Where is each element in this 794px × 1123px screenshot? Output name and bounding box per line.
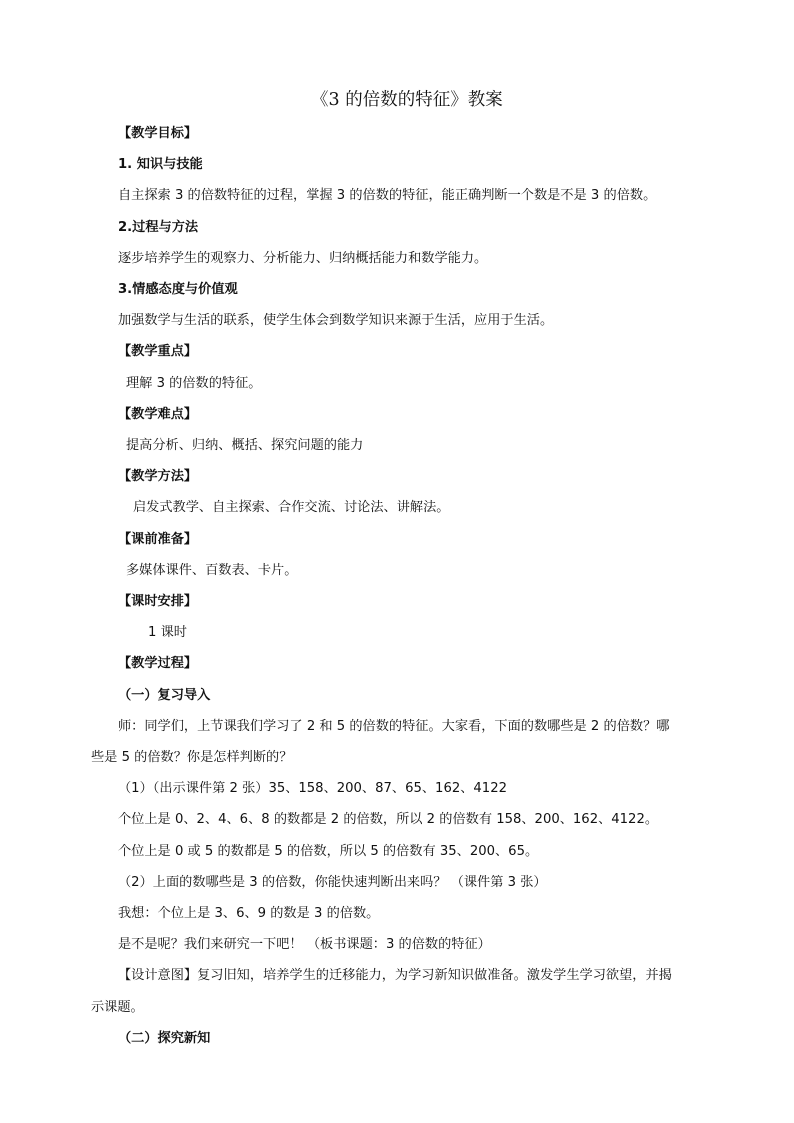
knowledge-skills-text: 自主探索 3 的倍数特征的过程，掌握 3 的倍数的特征，能正确判断一个数是不是 3 的倍数。 <box>118 188 657 203</box>
paragraph-design-intent-line-1: 【设计意图】复习旧知，培养学生的迁移能力，为学习新知识做准备。激发学生学习欲望，并揭 <box>118 968 672 983</box>
review-intro-heading: （一）复习导入 <box>118 688 211 703</box>
knowledge-skills-heading: 1. 知识与技能 <box>118 157 203 172</box>
paragraph-teacher-line-1: 师：同学们，上节课我们学习了 2 和 5 的倍数的特征。大家看，下面的数哪些是 2 的倍数？哪 <box>118 719 670 734</box>
difficulty-heading: 【教学难点】 <box>118 407 198 422</box>
paragraph-teacher-line-2: 些是 5 的倍数？你是怎样判断的？ <box>91 750 293 765</box>
preparation-text: 多媒体课件、百数表、卡片。 <box>126 563 298 578</box>
methods-heading: 【教学方法】 <box>118 469 198 484</box>
schedule-text: 1 课时 <box>148 625 187 640</box>
paragraph-multiples-of-5: 个位上是 0 或 5 的数都是 5 的倍数，所以 5 的倍数有 35、200、65。 <box>118 844 539 859</box>
paragraph-numbers: （1）（出示课件第 2 张）35、158、200、87、65、162、4122 <box>118 781 507 796</box>
key-point-heading: 【教学重点】 <box>118 344 198 359</box>
document-title: 《3 的倍数的特征》教案 <box>311 90 503 110</box>
paragraph-research: 是不是呢？我们来研究一下吧！ （板书课题：3 的倍数的特征） <box>118 937 491 952</box>
process-method-text: 逐步培养学生的观察力、分析能力、归纳概括能力和数学能力。 <box>118 251 488 266</box>
process-heading: 【教学过程】 <box>118 656 198 671</box>
paragraph-guess: 我想：个位上是 3、6、9 的数是 3 的倍数。 <box>118 906 380 921</box>
emotion-values-text: 加强数学与生活的联系，使学生体会到数学知识来源于生活，应用于生活。 <box>118 313 554 328</box>
paragraph-question-3: （2）上面的数哪些是 3 的倍数，你能快速判断出来吗？ （课件第 3 张） <box>118 875 547 890</box>
paragraph-multiples-of-2: 个位上是 0、2、4、6、8 的数都是 2 的倍数，所以 2 的倍数有 158、200、162、4122。 <box>118 812 659 827</box>
process-method-heading: 2.过程与方法 <box>118 220 199 235</box>
objectives-heading: 【教学目标】 <box>118 126 198 141</box>
emotion-values-heading: 3.情感态度与价值观 <box>118 282 238 297</box>
schedule-heading: 【课时安排】 <box>118 594 198 609</box>
key-point-text: 理解 3 的倍数的特征。 <box>126 376 262 391</box>
difficulty-text: 提高分析、归纳、概括、探究问题的能力 <box>126 438 364 453</box>
methods-text: 启发式教学、自主探索、合作交流、讨论法、讲解法。 <box>133 500 450 515</box>
preparation-heading: 【课前准备】 <box>118 532 198 547</box>
paragraph-design-intent-line-2: 示课题。 <box>91 1000 144 1015</box>
explore-new-heading: （二）探究新知 <box>118 1031 211 1046</box>
